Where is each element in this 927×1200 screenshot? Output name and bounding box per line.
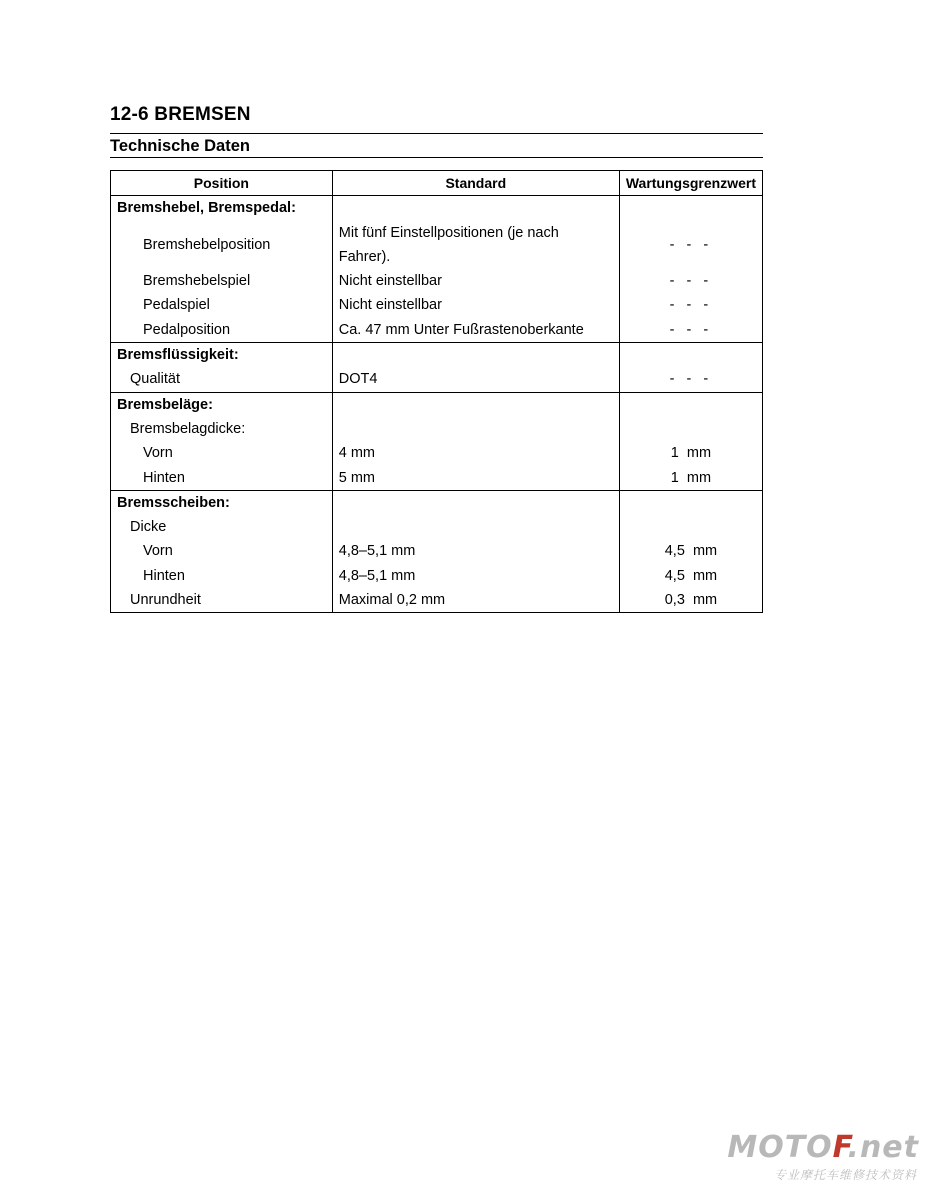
table-row (111, 539, 763, 563)
table-row (111, 466, 763, 491)
row-label: Bremshebelposition (111, 221, 333, 270)
group-title-row (111, 392, 763, 417)
watermark-logo (727, 1130, 919, 1182)
row-label: Bremshebelspiel (111, 269, 333, 293)
row-limit: 0,3 mm (664, 592, 718, 609)
row-label: Pedalspiel (111, 293, 333, 317)
group-title: Bremshebel, Bremspedal: (111, 196, 333, 221)
section-header (110, 133, 763, 158)
group-title: Bremsflüssigkeit: (111, 343, 333, 368)
group-title-row (111, 196, 763, 221)
group-title-row (111, 343, 763, 368)
row-label: Qualität (111, 367, 333, 392)
table-row (111, 293, 763, 317)
row-limit: - - - (669, 371, 713, 388)
table-header-row (111, 171, 763, 196)
table-row (111, 564, 763, 588)
header-standard: Standard (332, 171, 619, 196)
row-standard: DOT4 (332, 367, 619, 392)
row-label: Vorn (111, 539, 333, 563)
group-title: Bremsscheiben: (111, 490, 333, 515)
table-row (111, 269, 763, 293)
row-limit: 4,5 mm (664, 567, 718, 584)
row-standard: 4,8–5,1 mm (332, 564, 619, 588)
watermark-brand: MOTOF.net (727, 1130, 919, 1165)
subgroup-title: Bremsbelagdicke: (111, 417, 333, 441)
watermark-tagline: 专业摩托车维修技术资料 (773, 1168, 917, 1182)
table-row (111, 367, 763, 392)
group-title: Bremsbeläge: (111, 392, 333, 417)
row-standard: Nicht einstellbar (332, 269, 619, 293)
table-group-brake-lever (111, 196, 763, 343)
page-title: 12-6 BREMSEN (110, 104, 251, 125)
row-limit: 4,5 mm (664, 543, 718, 560)
row-standard: Nicht einstellbar (332, 293, 619, 317)
table-group-brake-pads (111, 392, 763, 490)
row-standard: 4 mm (332, 441, 619, 465)
row-label: Hinten (111, 564, 333, 588)
subgroup-row (111, 417, 763, 441)
table-row (111, 441, 763, 465)
row-standard: 4,8–5,1 mm (332, 539, 619, 563)
row-limit: - - - (669, 297, 713, 314)
row-limit: 1 mm (670, 445, 712, 462)
row-standard: Maximal 0,2 mm (332, 588, 619, 613)
group-title-row (111, 490, 763, 515)
row-label: Hinten (111, 466, 333, 491)
section-title: Technische Daten (110, 137, 250, 155)
header-position: Position (111, 171, 333, 196)
table-row (111, 318, 763, 343)
header-limit: Wartungsgrenzwert (619, 171, 762, 196)
table-row (111, 221, 763, 270)
subgroup-title: Dicke (111, 515, 333, 539)
subgroup-row (111, 515, 763, 539)
table-group-brake-fluid (111, 343, 763, 393)
spec-table (110, 170, 763, 613)
row-label: Pedalposition (111, 318, 333, 343)
row-standard: Mit fünf Einstellpositionen (je nach Fahrer). (332, 221, 619, 270)
row-limit: - - - (669, 273, 713, 290)
row-standard: Ca. 47 mm Unter Fußrastenoberkante (332, 318, 619, 343)
table-group-brake-discs (111, 490, 763, 612)
row-label: Vorn (111, 441, 333, 465)
row-limit: - - - (669, 236, 713, 253)
row-limit: 1 mm (670, 469, 712, 486)
row-standard: 5 mm (332, 466, 619, 491)
table-row (111, 588, 763, 613)
row-label: Unrundheit (111, 588, 333, 613)
row-limit: - - - (669, 321, 713, 338)
